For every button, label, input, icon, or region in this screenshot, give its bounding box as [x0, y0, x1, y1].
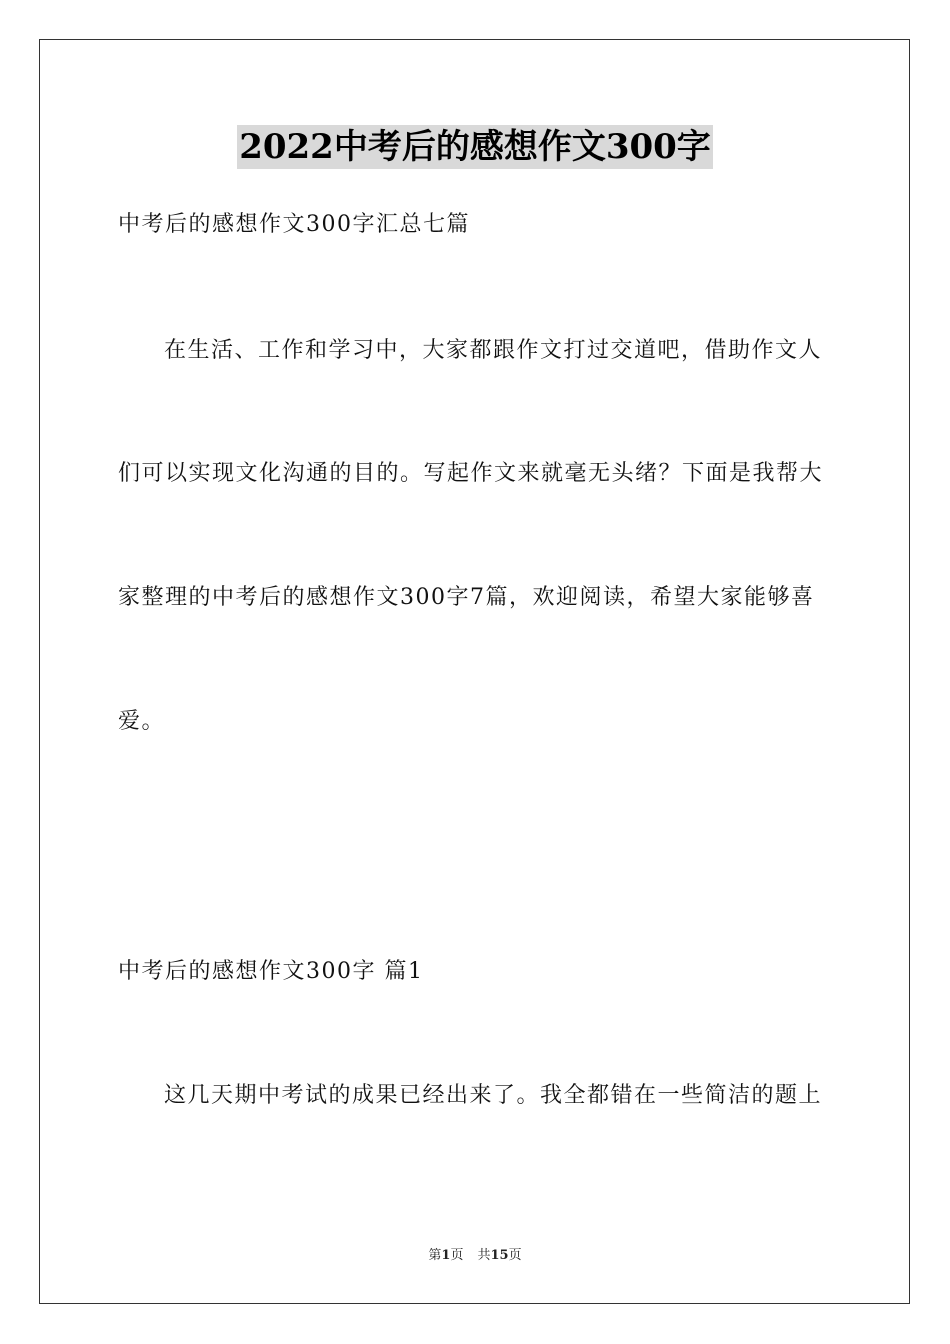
footer-total-prefix: 共	[477, 1248, 491, 1263]
footer-total-suffix: 页	[508, 1248, 522, 1263]
footer-page-suffix: 页	[450, 1248, 464, 1263]
intro-line-2: 们可以实现文化沟通的目的。写起作文来就毫无头绪？下面是我帮大	[118, 461, 824, 486]
intro-line-1: 在生活、工作和学习中，大家都跟作文打过交道吧，借助作文人	[164, 338, 823, 363]
footer-page-number: 1	[441, 1248, 451, 1263]
document-subtitle: 中考后的感想作文300字汇总七篇	[118, 212, 470, 237]
section-line-1: 这几天期中考试的成果已经出来了。我全都错在一些简洁的题上	[164, 1083, 823, 1108]
page-footer	[0, 1247, 950, 1265]
section-heading: 中考后的感想作文300字 篇1	[118, 959, 424, 984]
title-container	[0, 125, 950, 169]
footer-page-prefix: 第	[428, 1248, 442, 1263]
intro-line-4: 爱。	[118, 709, 166, 734]
footer-total-pages: 15	[490, 1248, 509, 1263]
intro-line-3: 家整理的中考后的感想作文300字7篇，欢迎阅读，希望大家能够喜	[118, 585, 815, 610]
document-title: 2022中考后的感想作文300字	[239, 127, 711, 167]
